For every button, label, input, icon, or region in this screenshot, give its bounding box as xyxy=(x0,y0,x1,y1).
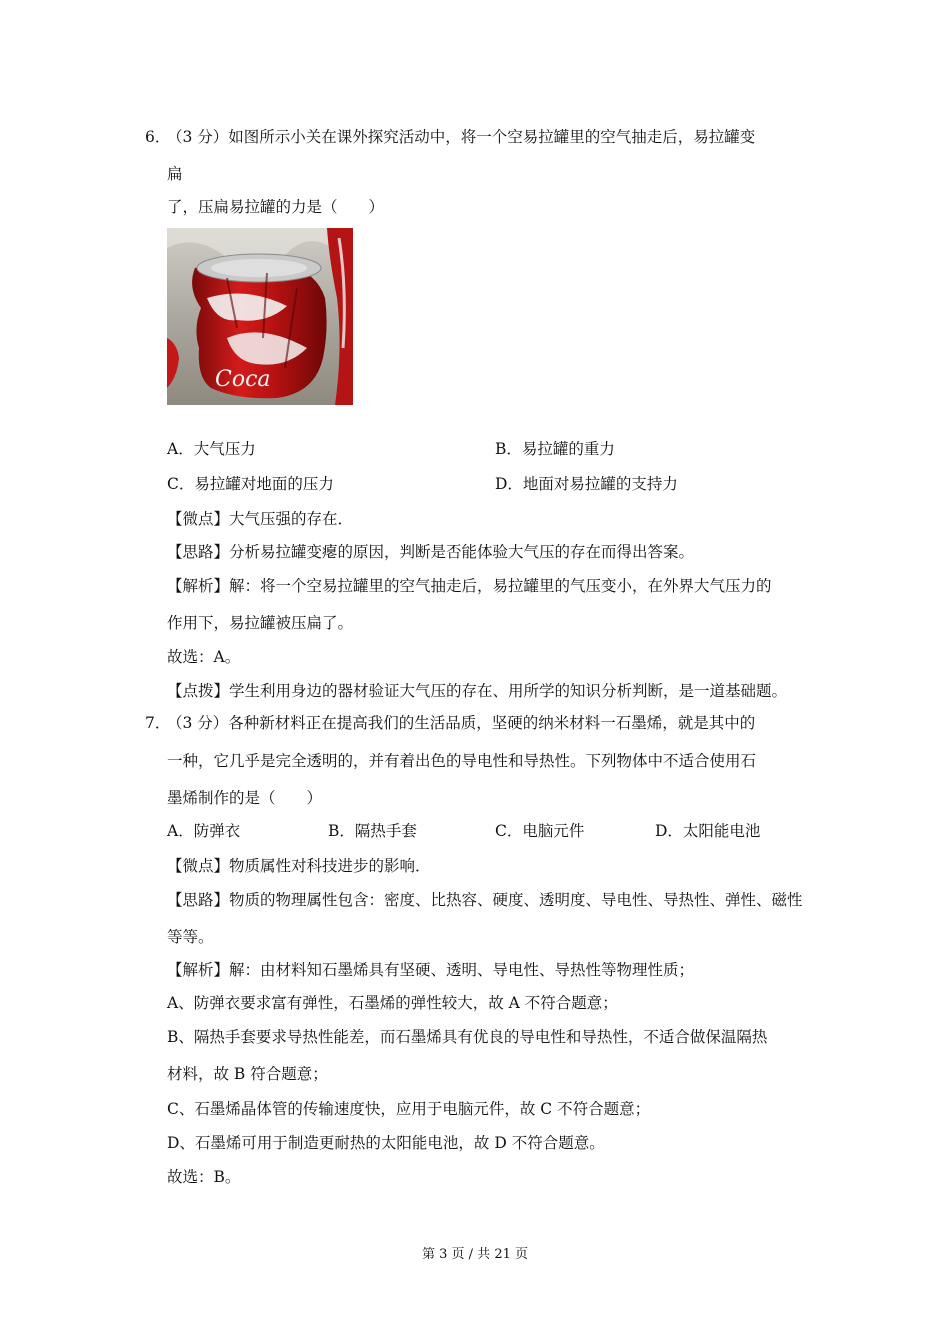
q6-number: 6． xyxy=(145,128,171,146)
q7-option-d: D．太阳能电池 xyxy=(655,822,761,840)
q6-weidian: 【微点】大气压强的存在． xyxy=(167,510,354,528)
q7-jiexi-line1: 【解析】解：由材料知石墨烯具有坚硬、透明、导电性、导热性等物理性质； xyxy=(167,961,695,979)
q6-stem-line3: 了，压扁易拉罐的力是（ ） xyxy=(167,198,385,216)
q7-silu-line1: 【思路】物质的物理属性包含：密度、比热容、硬度、透明度、导电性、导热性、弹性、磁性 xyxy=(167,891,803,909)
q6-answer: 故选：A。 xyxy=(167,648,241,666)
q7-answer: 故选：B。 xyxy=(167,1168,241,1186)
q6-jiexi-line1: 【解析】解：将一个空易拉罐里的空气抽走后，易拉罐里的气压变小，在外界大气压力的 xyxy=(167,577,772,595)
q6-option-b: B．易拉罐的重力 xyxy=(495,440,615,458)
q7-jiexi-line5: C、石墨烯晶体管的传输速度快，应用于电脑元件，故 C 不符合题意； xyxy=(167,1100,651,1118)
q7-option-b: B．隔热手套 xyxy=(328,822,417,840)
crushed-cola-can-photo xyxy=(167,228,353,405)
q7-option-c: C．电脑元件 xyxy=(495,822,585,840)
q6-stem-line1: （3 分）如图所示小关在课外探究活动中，将一个空易拉罐里的空气抽走后，易拉罐变 xyxy=(167,128,756,146)
q7-silu-line2: 等等。 xyxy=(167,928,214,946)
q6-jiexi-line2: 作用下，易拉罐被压扁了。 xyxy=(167,614,354,632)
q7-jiexi-line2: A、防弹衣要求富有弹性，石墨烯的弹性较大，故 A 不符合题意； xyxy=(167,994,618,1012)
q7-option-a: A．防弹衣 xyxy=(167,822,241,840)
q7-stem-line1: （3 分）各种新材料正在提高我们的生活品质，坚硬的纳米材料一石墨烯，就是其中的 xyxy=(167,714,756,732)
svg-text:Coca: Coca xyxy=(215,367,271,392)
q7-stem-line3: 墨烯制作的是（ ） xyxy=(167,789,323,807)
q6-dianbo: 【点拨】学生利用身边的器材验证大气压的存在、用所学的知识分析判断，是一道基础题。 xyxy=(167,682,788,700)
q7-stem-line2: 一种，它几乎是完全透明的，并有着出色的导电性和导热性。下列物体中不适合使用石 xyxy=(167,752,757,770)
q6-stem-line2: 扁 xyxy=(167,165,183,183)
q7-number: 7． xyxy=(145,714,171,732)
q6-option-d: D．地面对易拉罐的支持力 xyxy=(495,475,678,493)
q6-option-a: A．大气压力 xyxy=(167,440,256,458)
q7-jiexi-line6: D、石墨烯可用于制造更耐热的太阳能电池，故 D 不符合题意。 xyxy=(167,1134,605,1152)
q7-weidian: 【微点】物质属性对科技进步的影响． xyxy=(167,857,431,875)
page-footer: 第 3 页 / 共 21 页 xyxy=(422,1247,528,1262)
q7-jiexi-line4: 材料，故 B 符合题意； xyxy=(167,1065,328,1083)
cola-can-icon xyxy=(167,228,353,405)
q6-silu: 【思路】分析易拉罐变瘪的原因，判断是否能体验大气压的存在而得出答案。 xyxy=(167,543,695,561)
q6-option-c: C．易拉罐对地面的压力 xyxy=(167,475,334,493)
q7-jiexi-line3: B、隔热手套要求导热性能差，而石墨烯具有优良的导电性和导热性，不适合做保温隔热 xyxy=(167,1028,768,1046)
